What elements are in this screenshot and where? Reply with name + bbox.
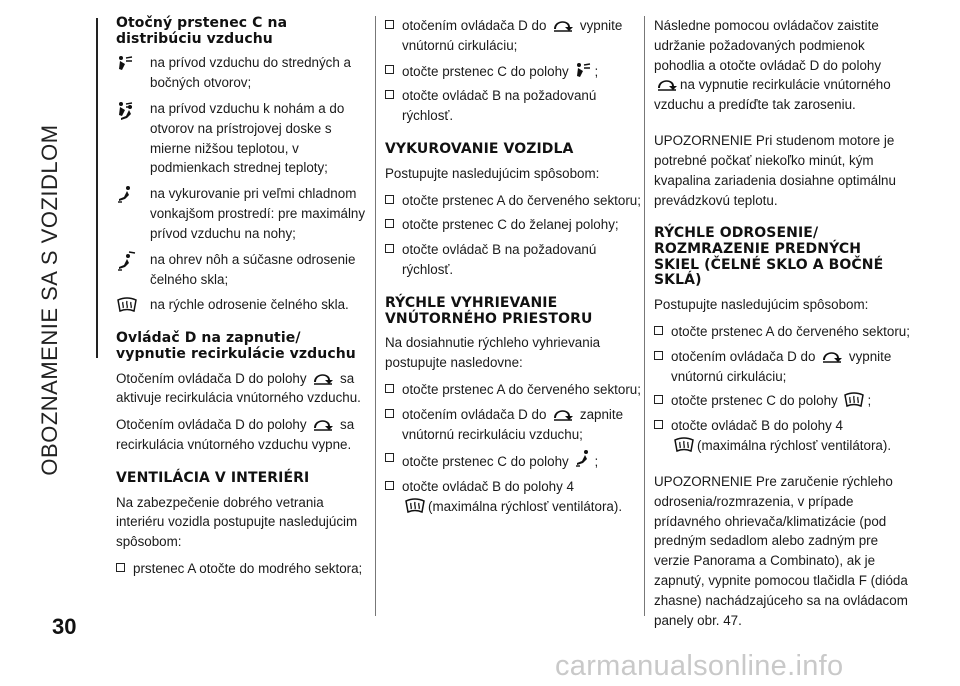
icon-item-text: na ohrev nôh a súčasne odrosenie čelného skla; (150, 251, 356, 287)
windshield-defrost-icon (116, 296, 138, 313)
feet-defrost-icon (116, 251, 136, 271)
recirculation-off-icon (821, 348, 843, 364)
fan-max-icon (673, 436, 695, 453)
heading-air-distribution: Otočný prstenec C na distribúciu vzduchu (116, 15, 288, 47)
bullet-item (654, 347, 910, 387)
text: zapnite vnútornú recirkuláciu vzduchu; (402, 406, 624, 442)
bullet-item (654, 416, 910, 456)
checkbox-bullet-icon (385, 195, 394, 204)
checkbox-bullet-icon (385, 384, 394, 393)
fan-max-icon (404, 497, 426, 514)
text: ; (867, 393, 872, 409)
paragraph: Na zabezpečenie dobrého vetrania interiéru vozidla postupujte nasledujúcim spôsobom: (116, 494, 358, 550)
paragraph-note: UPOZORNENIE Pre zaručenie rýchleho odrosenia/rozmrazenia, v prípade prídavného ohrievača/klimatizácie (pod predným sedadlom alebo zadným pre verzie Panorama a Combinato), ak je zapnutý, vypnite pomocou tlačidla F (dióda zhasne) nachádzajúceho sa na ovládacom panely obr. 47. (654, 473, 908, 628)
icon-item-text: na prívod vzduchu k nohám a do otvorov na prístrojovej doske s mierne nižšou teplotou, v podmienkach strednej teploty; (150, 101, 345, 176)
recirculation-on-icon (552, 406, 574, 422)
chapter-title: OBOZNAMENIE SA S VOZIDLOM (37, 124, 62, 476)
text: sa aktivuje recirkulácia vnútorného vzduchu. (116, 370, 361, 406)
heading-heating: VYKUROVANIE VOZIDLA (385, 141, 574, 158)
recirculation-off-icon (552, 17, 574, 33)
chapter-rule (96, 18, 98, 358)
text: otočte prstenec A do červeného sektoru; (402, 381, 641, 397)
text: vypnite vnútornú cirkuláciu; (671, 348, 892, 384)
text: otočte prstenec C do polohy (402, 454, 569, 470)
text: sa recirkulácia vnútorného vzduchu vypne. (116, 417, 355, 453)
checkbox-bullet-icon (385, 409, 394, 418)
feet-vent-icon (574, 449, 592, 469)
checkbox-bullet-icon (385, 65, 394, 74)
face-vent-icon (574, 61, 592, 79)
text: otočte ovládač B na požadovanú rýchlosť. (402, 242, 597, 278)
bullet-item (654, 391, 910, 411)
heading-fast-heating: RÝCHLE VYHRIEVANIE VNÚTORNÉHO PRIESTORU (385, 294, 593, 327)
heading-ventilation: VENTILÁCIA V INTERIÉRI (116, 469, 310, 486)
icon-item (116, 250, 372, 290)
icon-item (116, 184, 372, 243)
text: otočte prstenec C do polohy (402, 63, 569, 79)
bullet-item (385, 477, 641, 517)
text: prstenec A otočte do modrého sektora; (133, 561, 363, 577)
icon-item (116, 99, 372, 178)
checkbox-bullet-icon (654, 420, 663, 429)
text: otočte ovládač B do polohy 4 (402, 479, 574, 495)
icon-item (116, 53, 372, 93)
text: vypnite vnútornú cirkuláciu; (402, 18, 623, 53)
paragraph: Postupujte nasledujúcim spôsobom: (654, 297, 869, 313)
paragraph-note: UPOZORNENIE Pri studenom motore je potrebné počkať niekoľko minút, kým kvapalina zariadenia dosiahne optimálnu prevádzkovú teplotu. (654, 133, 896, 208)
column-3 (654, 16, 910, 638)
bullet-item (385, 191, 641, 211)
text: Otočením ovládača D do polohy (116, 370, 307, 386)
bullet-item (385, 240, 641, 280)
checkbox-bullet-icon (654, 351, 663, 360)
text: otočte ovládač B na požadovanú rýchlosť. (402, 88, 597, 124)
checkbox-bullet-icon (654, 395, 663, 404)
page-number: 30 (52, 614, 77, 639)
paragraph (654, 16, 910, 115)
checkbox-bullet-icon (385, 244, 394, 253)
paragraph (116, 369, 372, 409)
checkbox-bullet-icon (385, 481, 394, 490)
bullet-item (385, 16, 641, 56)
text: Otočením ovládača D do polohy (116, 417, 307, 433)
face-vent-icon (116, 54, 134, 72)
text: ; (594, 63, 599, 79)
text: otočením ovládača D do (402, 406, 547, 422)
recirculation-on-icon (312, 370, 334, 386)
feet-vent-icon (116, 185, 134, 205)
text: otočením ovládača D do (402, 18, 547, 33)
paragraph (116, 415, 372, 455)
checkbox-bullet-icon (654, 326, 663, 335)
checkbox-bullet-icon (385, 219, 394, 228)
icon-item-text: na prívod vzduchu do stredných a bočných otvorov; (150, 55, 351, 91)
face-feet-vent-icon (116, 100, 134, 120)
recirculation-off-icon (656, 76, 678, 92)
bullet-item (385, 449, 641, 472)
column-divider (375, 16, 376, 616)
checkbox-bullet-icon (116, 563, 125, 572)
recirculation-off-icon (312, 416, 334, 432)
text: otočte prstenec C do želanej polohy; (402, 217, 619, 233)
column-1 (116, 16, 372, 584)
text: otočte ovládač B do polohy 4 (671, 418, 843, 434)
text: (maximálna rýchlosť ventilátora). (697, 438, 892, 454)
bullet-item (116, 559, 372, 579)
checkbox-bullet-icon (385, 453, 394, 462)
heading-recirculation: Ovládač D na zapnutie/ vypnutie recirkulácie vzduchu (116, 330, 356, 362)
bullet-item (385, 215, 641, 235)
bullet-item (385, 86, 641, 126)
paragraph: Na dosiahnutie rýchleho vyhrievania postupujte nasledovne: (385, 335, 601, 371)
checkbox-bullet-icon (385, 90, 394, 99)
icon-item (116, 295, 372, 315)
bullet-item (654, 322, 910, 342)
icon-item-text: na vykurovanie pri veľmi chladnom vonkajšom prostredí: pre maximálny prívod vzduchu na nohy; (150, 186, 366, 241)
column-2 (385, 16, 641, 522)
checkbox-bullet-icon (385, 20, 394, 29)
heading-fast-defrost: RÝCHLE ODROSENIE/ ROZMRAZENIE PREDNÝCH SKIEL (ČELNÉ SKLO A BOČNÉ SKLÁ) (654, 225, 884, 289)
text: (maximálna rýchlosť ventilátora). (428, 499, 623, 515)
bullet-item (385, 405, 641, 445)
text: na vypnutie recirkulácie vnútorného vzduchu a predíďte tak zaroseniu. (654, 77, 891, 113)
text: otočte prstenec C do polohy (671, 393, 838, 409)
bullet-item (385, 61, 641, 82)
paragraph: Postupujte nasledujúcim spôsobom: (385, 165, 600, 181)
icon-item-text: na rýchle odrosenie čelného skla. (150, 297, 349, 313)
text: otočením ovládača D do (671, 348, 816, 364)
column-divider (644, 16, 645, 616)
watermark: carmanualsonline.info (555, 650, 844, 682)
windshield-defrost-icon (843, 391, 865, 408)
text: otočte prstenec A do červeného sektoru; (402, 192, 641, 208)
text: otočte prstenec A do červeného sektoru; (671, 323, 910, 339)
text: ; (594, 454, 599, 470)
bullet-item (385, 380, 641, 400)
text: Následne pomocou ovládačov zaistite udržanie požadovaných podmienok pohodlia a otočte ovládač D do polohy (654, 18, 882, 73)
